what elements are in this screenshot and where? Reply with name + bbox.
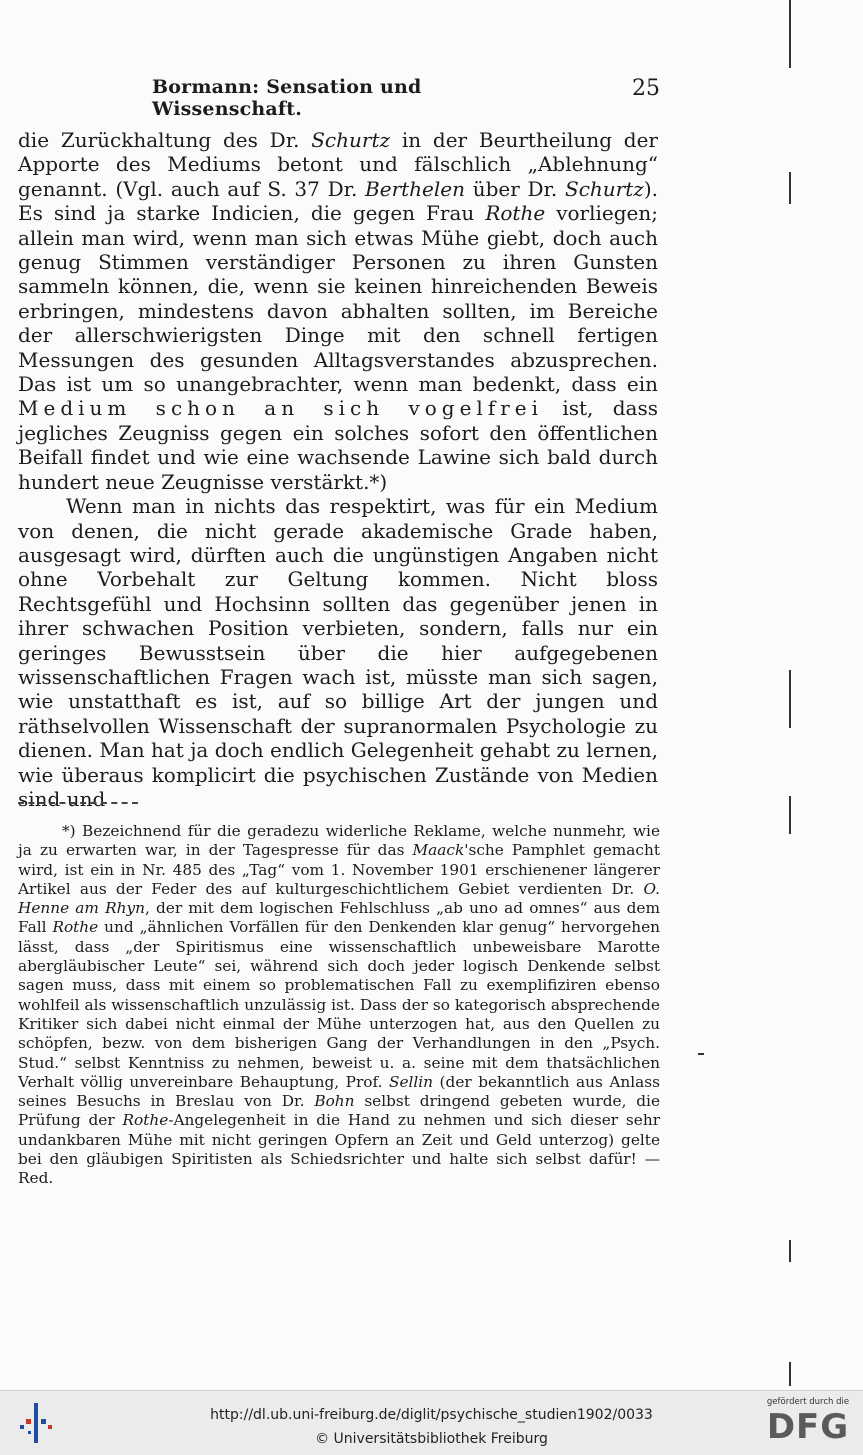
name-italic: Berthelen xyxy=(365,176,466,201)
dfg-logo-icon xyxy=(760,1397,856,1451)
footnote xyxy=(18,822,660,1189)
copyright-notice: © Universitätsbibliothek Freiburg xyxy=(315,1431,548,1447)
text-run: 'sche Pamphlet gemacht wird, ist ein in Nr. 485 des „Tag“ vom 1. November 1901 erschienener längerer Artikel aus der Feder des auf kulturgeschichtlichem Gebiet verdienten Dr. xyxy=(18,841,660,898)
page-number: 25 xyxy=(632,76,660,101)
scan-edge-mark xyxy=(789,172,791,204)
text-run: über Dr. xyxy=(465,176,565,201)
text-run: ). Es sind ja starke Indicien, die gegen Frau xyxy=(18,176,658,226)
name-italic: Bohn xyxy=(314,1092,355,1111)
viewer-footer-bar xyxy=(0,1390,863,1455)
footnote-separator xyxy=(18,802,138,806)
text-run: selbst dringend gebeten wurde, die Prüfung der xyxy=(18,1092,660,1130)
dfg-wordmark: DFG xyxy=(766,1407,850,1447)
text-run: vorliegen; allein man wird, wenn man sich etwas Mühe giebt, doch auch genug Stimmen verständiger Personen zu ihren Gunsten sammeln können, die, wenn sie keinen hinreichenden Beweis erbringen, mindestens davon abhalten sollten, im Bereiche der allerschwierigsten Dinge mit den schnell fertigen Messungen des gesunden Alltagsverstandes abzusprechen. Das ist um so unangebrachter, wenn man bedenkt, dass ein xyxy=(18,201,658,397)
scan-edge-mark xyxy=(698,1053,704,1055)
text-run: *) Bezeichnend für die geradezu widerliche Reklame, welche nunmehr, wie ja zu erwarten war, in der Tagespresse für das xyxy=(18,822,660,860)
paragraph-1 xyxy=(18,128,658,494)
name-italic: Rothe xyxy=(52,918,99,937)
footnote-paragraph xyxy=(18,822,660,1189)
text-run: , der mit dem logischen Fehlschluss „ab uno ad omnes“ aus dem Fall xyxy=(18,899,660,937)
permalink-url[interactable]: http://dl.ub.uni-freiburg.de/diglit/psychische_studien1902/0033 xyxy=(210,1407,653,1423)
scan-edge-mark xyxy=(789,670,791,728)
name-italic: Schurtz xyxy=(311,128,391,152)
scan-edge-mark xyxy=(789,0,791,68)
paragraph-2: Wenn man in nichts das respektirt, was für ein Medium von denen, die nicht gerade akademische Grade haben, ausgesagt wird, dürften auch die ungünstigen Angaben nicht ohne Vorbehalt zur Geltung kommen. Nicht bloss Rechtsgefühl und Hochsinn sollten das gegenüber jenen in ihrer schwachen Position verbieten, sondern, falls nur ein geringes Bewusstsein über die hier aufgegebenen wissenschaftlichen Fragen wach ist, müsste man sich sagen, wie unstatthaft es ist, auf so billige Art der jungen und räthselvollen Wissenschaft der supranormalen Psychologie zu dienen. Man hat ja doch endlich Gelegenheit gehabt zu lernen, wie überaus komplicirt die psychischen Zustände von Medien sind und xyxy=(18,494,658,811)
text-run: in der Beurtheilung der Apporte des Mediums betont und fälschlich „Ablehnung“ genannt. (Vgl. auch auf S. 37 Dr. xyxy=(18,128,658,201)
text-run: die Zurückhaltung des Dr. xyxy=(18,128,312,152)
text-run: und „ähnlichen Vorfällen für den Denkenden klar genug“ hervorgehen lässt, dass „der Spiritismus eine wissenschaftlich unbeweisbare Marotte abergläubischer Leute“ sei, während sich doch jeder logisch Denkende selbst sagen muss, dass mit einem so problematischen Fall zu exemplifiziren ebenso wohlfeil als wissenschaftlich unzulässig ist. Dass der so kategorisch absprechende Kritiker sich dabei nicht einmal der Mühe unterzogen hat, aus den Quellen zu schöpfen, bezw. von dem bisherigen Gang der Verhandlungen in den „Psych. Stud.“ selbst Kenntniss zu nehmen, beweist u. a. seine mit dem thatsächlichen Verhalt völlig unvereinbare Behauptung, Prof. xyxy=(18,918,660,1091)
emphasis-spaced: Medium schon an sich vogelfrei xyxy=(18,396,544,421)
dfg-caption: gefördert durch die xyxy=(766,1397,850,1407)
name-italic: Sellin xyxy=(388,1072,434,1091)
scan-edge-mark xyxy=(789,796,791,834)
name-italic: Schurtz xyxy=(565,176,644,201)
main-text xyxy=(18,128,658,811)
scan-edge-mark xyxy=(789,1240,791,1262)
name-italic: O. Henne am Rhyn xyxy=(18,879,660,918)
name-italic: Rothe xyxy=(122,1111,169,1130)
text-run: (der bekanntlich aus Anlass seines Besuchs in Breslau von Dr. xyxy=(18,1072,660,1111)
name-italic: Maack xyxy=(412,841,465,860)
running-title: Bormann: Sensation und Wissenschaft. xyxy=(152,76,422,120)
text-run: -Angelegenheit in die Hand zu nehmen und sich dieser sehr undankbaren Mühe mit nicht geringen Opfern an Zeit und Geld unterzog) gelte bei den gläubigen Spiritisten als Schiedsrichter und halte sich selbst dafür! — Red. xyxy=(18,1111,661,1188)
text-run: ist, dass jegliches Zeugniss gegen ein solches sofort den öffentlichen Beifall findet und wie eine wachsende Lawine sich bald durch hundert neue Zeugnisse verstärkt.*) xyxy=(18,396,658,494)
name-italic: Rothe xyxy=(485,201,546,226)
scan-edge-mark xyxy=(789,1362,791,1386)
